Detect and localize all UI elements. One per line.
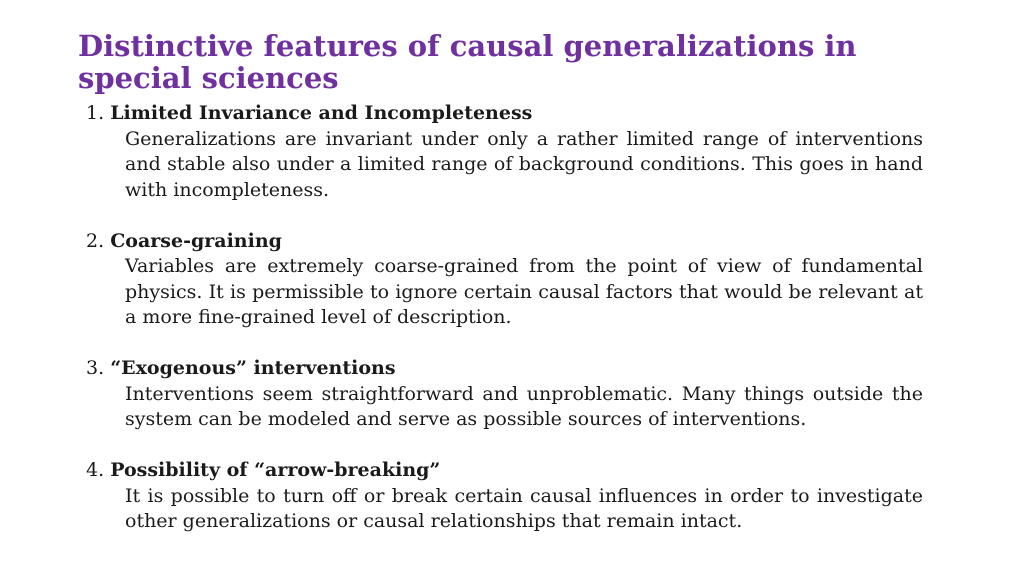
item-body: Generalizations are invariant under only a rather limited range of interventions and stable also under a limited range of background conditions. This goes in hand with incompleteness.	[125, 127, 923, 201]
item-heading-line	[86, 356, 923, 382]
item-number: 2.	[86, 229, 105, 252]
item-number: 4.	[86, 459, 105, 481]
slide-title: Distinctive features of causal generalizations in special sciences	[78, 29, 857, 95]
item-body: Variables are extremely coarse-grained from the point of view of fundamental physics. It is permissible to ignore certain causal factors that would be relevant at a more fine-grained level of description.	[125, 255, 923, 328]
item-heading-line	[86, 458, 923, 484]
item-heading: Coarse-graining	[110, 229, 282, 252]
item-number: 1.	[86, 102, 105, 124]
list-item	[86, 458, 923, 535]
list-item	[86, 356, 923, 433]
item-heading-line	[86, 101, 923, 127]
list-item	[86, 101, 923, 203]
item-body: Interventions seem straightforward and unproblematic. Many things outside the system can be modeled and serve as possible sources of interventions.	[125, 382, 923, 430]
item-heading: Possibility of “arrow-breaking”	[110, 459, 441, 481]
feature-list	[86, 101, 923, 535]
item-heading: Limited Invariance and Incompleteness	[110, 102, 533, 124]
item-body: It is possible to turn off or break certain causal influences in order to investigate other generalizations or causal relationships that remain intact.	[125, 484, 923, 532]
item-heading-line	[86, 229, 923, 255]
item-heading: “Exogenous” interventions	[110, 357, 396, 379]
item-number: 3.	[86, 357, 105, 379]
list-item	[86, 229, 923, 331]
